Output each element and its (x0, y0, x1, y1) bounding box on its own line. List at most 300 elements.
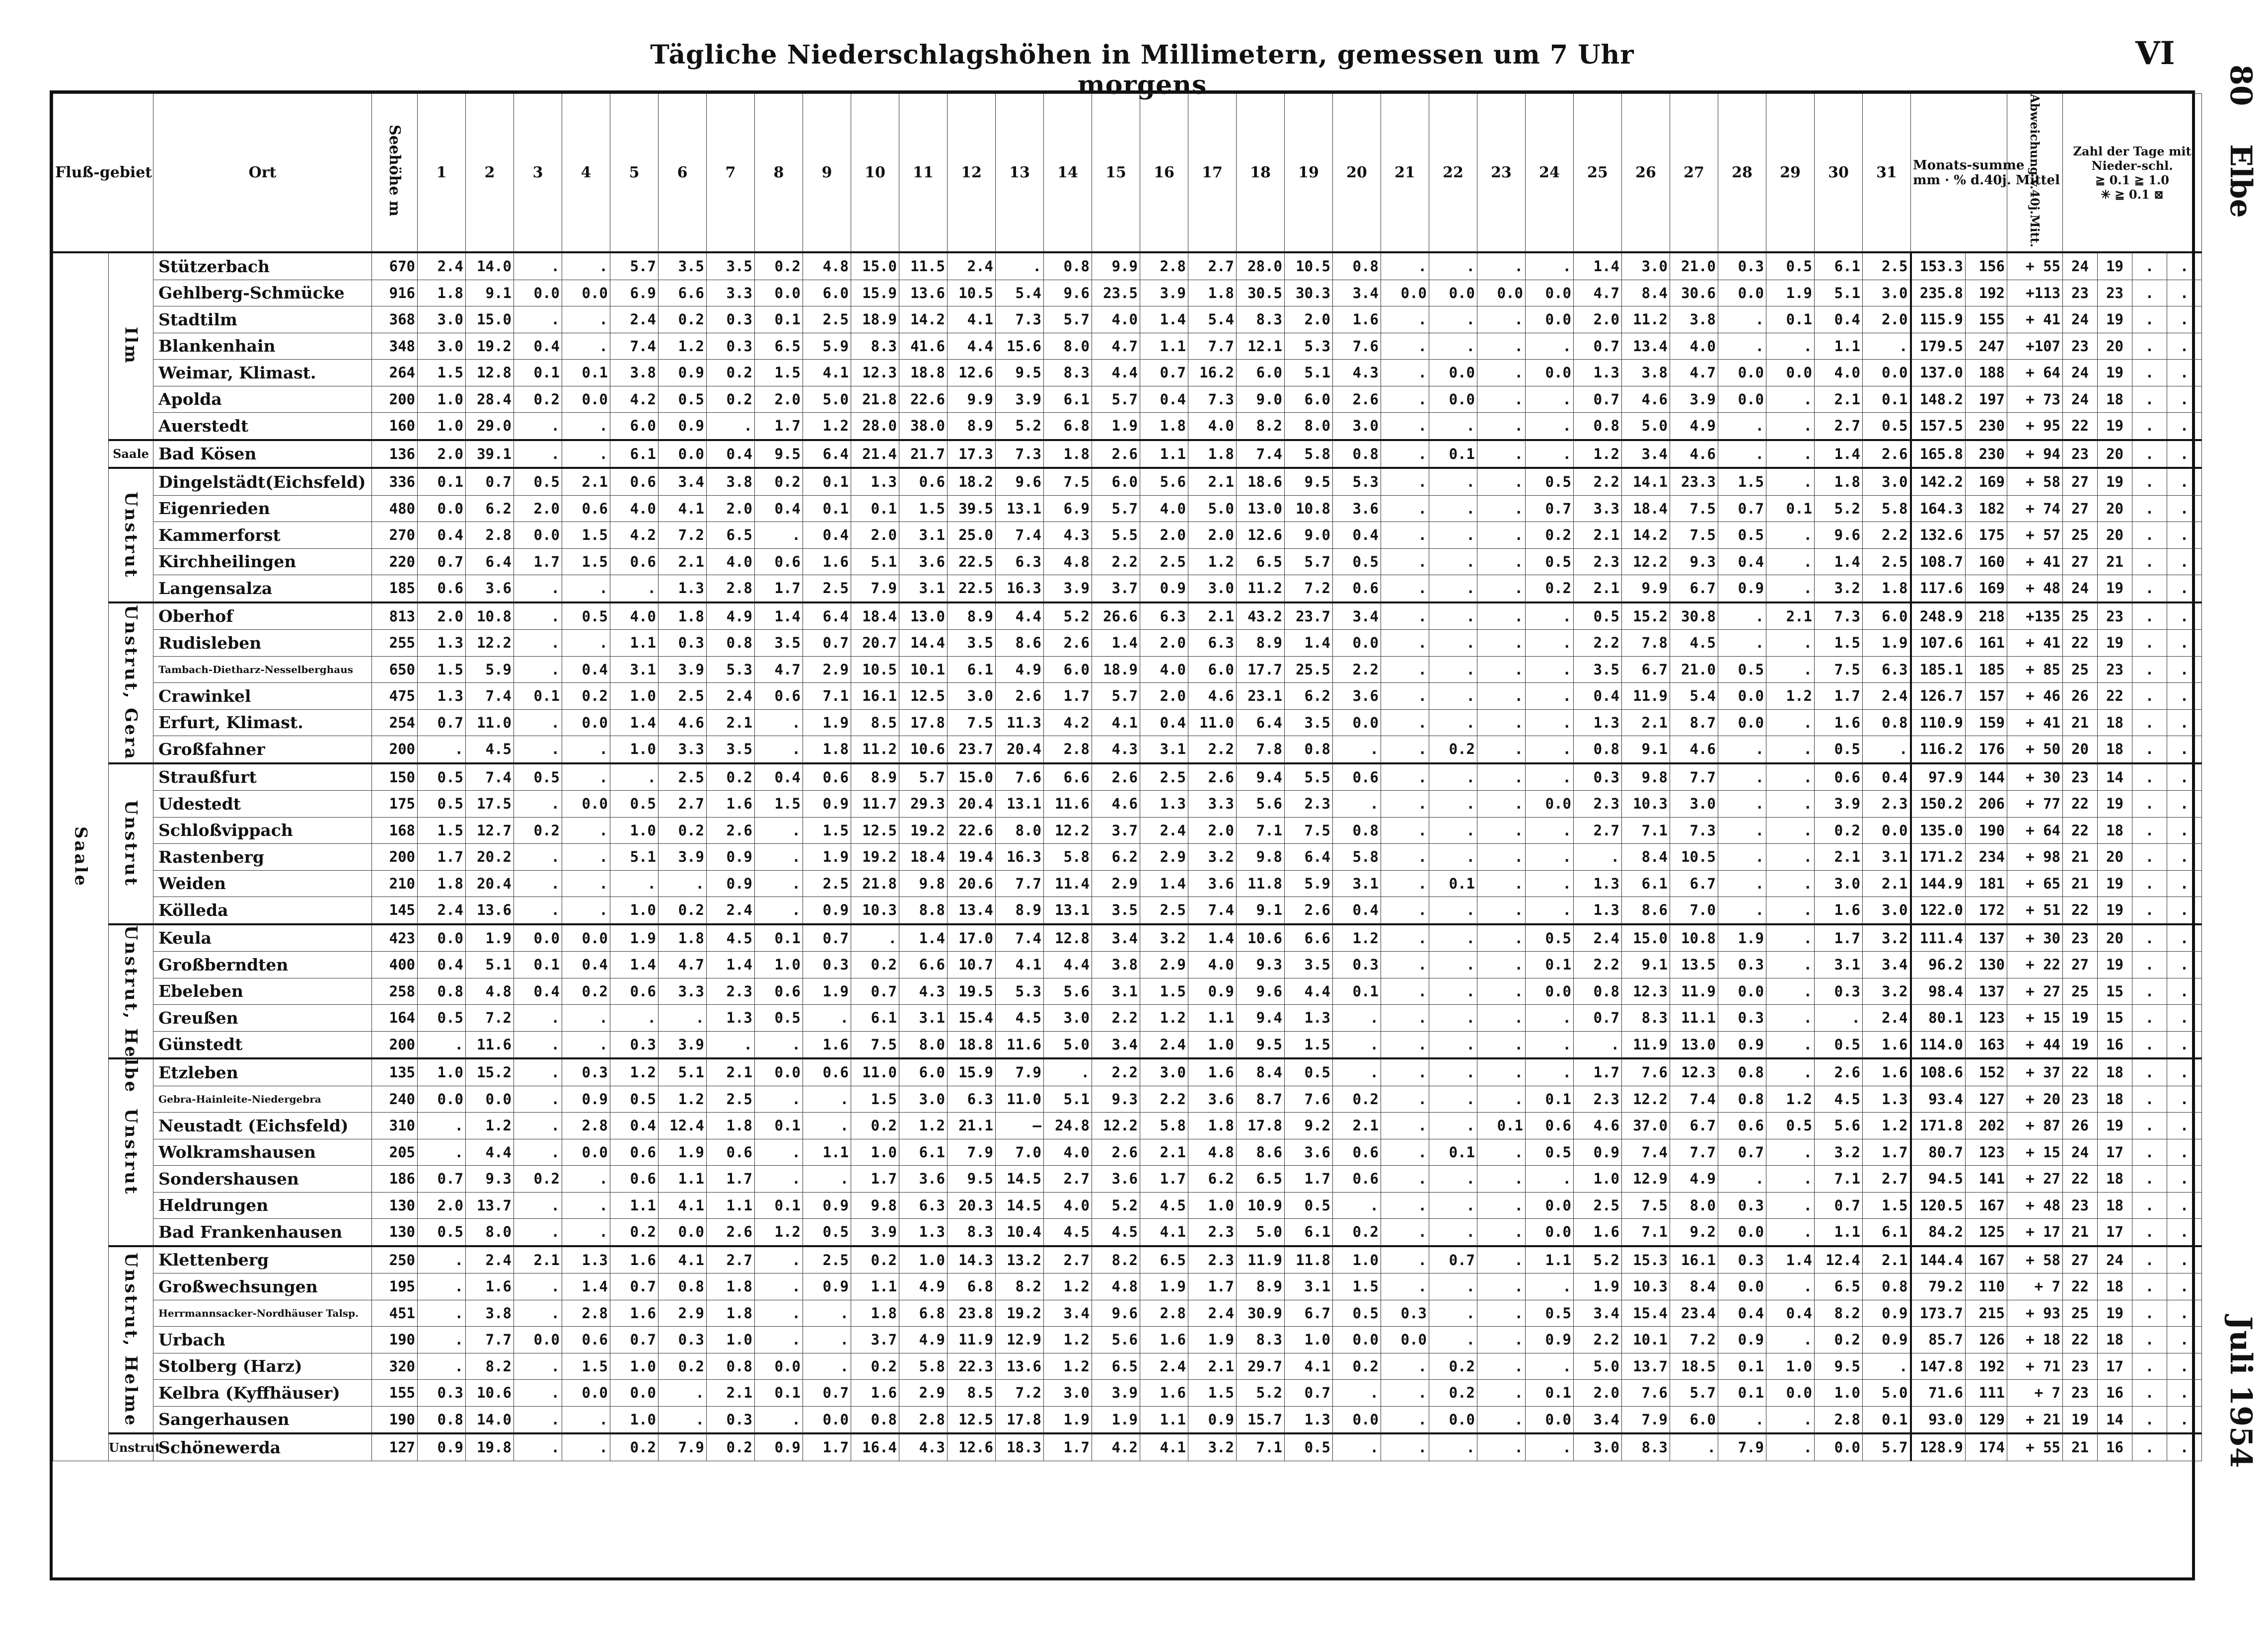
daily-value: 2.2 (1140, 1086, 1188, 1113)
daily-value: 23.5 (1092, 280, 1140, 306)
deviation: + 50 (2007, 736, 2063, 763)
days-ge-0-1: 27 (2063, 1246, 2098, 1273)
daily-value: 1.6 (1815, 897, 1863, 924)
daily-value: 2.5 (1140, 897, 1188, 924)
daily-value: 10.5 (948, 280, 996, 306)
thunder-days: . (2167, 252, 2202, 280)
daily-value: 3.8 (707, 468, 755, 495)
daily-value: 14.2 (899, 306, 948, 333)
daily-value: 5.0 (1237, 1219, 1285, 1246)
snow-days: . (2132, 817, 2167, 844)
daily-value: 8.2 (1815, 1300, 1863, 1327)
daily-value: 1.9 (803, 978, 851, 1005)
table-row (53, 1246, 2202, 1273)
days-ge-1-0: 19 (2098, 870, 2132, 897)
daily-value: . (418, 1246, 466, 1273)
monthly-sum-mm: 157.5 (1911, 413, 1966, 440)
daily-value: 3.6 (899, 548, 948, 575)
daily-value: 6.0 (1188, 656, 1237, 683)
daily-value: 1.3 (1863, 1086, 1911, 1113)
daily-value: . (1333, 1058, 1381, 1086)
daily-value: . (1526, 844, 1574, 871)
daily-value: 4.6 (1670, 440, 1718, 468)
daily-value: 0.2 (1815, 1327, 1863, 1353)
daily-value: 4.9 (1670, 413, 1718, 440)
daily-value: 0.6 (755, 978, 803, 1005)
daily-value: . (1766, 440, 1815, 468)
daily-value: 7.4 (1237, 440, 1285, 468)
daily-value: 5.7 (610, 252, 658, 280)
monthly-sum-mm: 142.2 (1911, 468, 1966, 495)
days-ge-1-0: 24 (2098, 1246, 2132, 1273)
daily-value: . (1381, 522, 1429, 549)
daily-value: 2.1 (707, 1058, 755, 1086)
daily-value: 3.2 (1140, 924, 1188, 952)
header-day: 23 (1477, 94, 1526, 253)
daily-value: . (562, 1166, 610, 1193)
days-ge-1-0: 20 (2098, 924, 2132, 952)
daily-value: . (1477, 1246, 1526, 1273)
monthly-percent: 175 (1966, 522, 2007, 549)
daily-value: . (1429, 791, 1477, 818)
daily-value: . (1381, 952, 1429, 978)
daily-value: 6.3 (899, 1192, 948, 1219)
daily-value: 1.5 (562, 522, 610, 549)
side-date-label: Juli 1954 (2223, 1316, 2258, 1468)
daily-value: . (562, 1406, 610, 1433)
daily-value: 8.3 (1622, 1433, 1670, 1461)
daily-value: 4.0 (1092, 306, 1140, 333)
daily-value: 18.4 (1622, 495, 1670, 522)
daily-value: 2.4 (1140, 1353, 1188, 1380)
daily-value: 7.4 (996, 924, 1044, 952)
daily-value: 9.3 (1670, 548, 1718, 575)
daily-value: 2.6 (996, 683, 1044, 710)
daily-value: 1.0 (418, 386, 466, 413)
table-row (53, 280, 2202, 306)
daily-value: 0.8 (1285, 736, 1333, 763)
daily-value: . (1381, 978, 1429, 1005)
daily-value: 13.2 (996, 1246, 1044, 1273)
station-elevation: 254 (372, 709, 418, 736)
daily-value: . (755, 817, 803, 844)
daily-value: 0.1 (1526, 952, 1574, 978)
daily-value: 4.0 (1044, 1139, 1092, 1166)
daily-value: 7.5 (1670, 522, 1718, 549)
daily-value: . (1718, 306, 1766, 333)
header-day: 29 (1766, 94, 1815, 253)
station-name: Kirchheilingen (153, 548, 372, 575)
station-name: Greußen (153, 1005, 372, 1032)
daily-value: 1.7 (1044, 1433, 1092, 1461)
daily-value: 7.9 (658, 1433, 707, 1461)
daily-value: 0.0 (562, 386, 610, 413)
daily-value: 18.9 (1092, 656, 1140, 683)
header-day: 14 (1044, 94, 1092, 253)
daily-value: . (1526, 1005, 1574, 1032)
daily-value: 10.8 (466, 602, 514, 630)
daily-value: 0.4 (562, 656, 610, 683)
station-elevation: 250 (372, 1246, 418, 1273)
table-row (53, 924, 2202, 952)
daily-value: 0.8 (1718, 1058, 1766, 1086)
daily-value: 15.0 (948, 763, 996, 791)
daily-value: 0.4 (514, 333, 562, 360)
daily-value: 1.9 (658, 1139, 707, 1166)
daily-value: 6.7 (1285, 1300, 1333, 1327)
daily-value: 0.7 (610, 1327, 658, 1353)
table-row (53, 817, 2202, 844)
daily-value: 16.4 (851, 1433, 899, 1461)
daily-value: . (1381, 924, 1429, 952)
daily-value: 0.1 (803, 468, 851, 495)
daily-value: 4.4 (1044, 952, 1092, 978)
daily-value: 8.2 (996, 1273, 1044, 1300)
daily-value: 14.1 (1622, 468, 1670, 495)
daily-value: 0.0 (755, 1353, 803, 1380)
daily-value: 5.1 (1285, 360, 1333, 386)
daily-value: 1.1 (1140, 333, 1188, 360)
daily-value: 6.5 (1237, 1166, 1285, 1193)
daily-value: 1.6 (466, 1273, 514, 1300)
daily-value: . (755, 1327, 803, 1353)
daily-value: 0.5 (610, 1086, 658, 1113)
daily-value: 1.5 (755, 360, 803, 386)
daily-value: 8.0 (899, 1031, 948, 1058)
daily-value: 1.2 (1863, 1113, 1911, 1139)
deviation: + 27 (2007, 1166, 2063, 1193)
daily-value: . (1381, 602, 1429, 630)
daily-value: 2.3 (707, 978, 755, 1005)
daily-value: 2.4 (1574, 924, 1622, 952)
daily-value: 0.1 (1863, 386, 1911, 413)
daily-value: 5.1 (610, 844, 658, 871)
daily-value: 7.5 (851, 1031, 899, 1058)
days-ge-0-1: 24 (2063, 360, 2098, 386)
daily-value: 20.6 (948, 870, 996, 897)
daily-value: 7.5 (1622, 1192, 1670, 1219)
daily-value: 0.8 (418, 1406, 466, 1433)
daily-value: 1.1 (1140, 1406, 1188, 1433)
daily-value: 15.0 (851, 252, 899, 280)
table-row (53, 602, 2202, 630)
thunder-days: . (2167, 791, 2202, 818)
days-ge-1-0: 23 (2098, 280, 2132, 306)
daily-value: . (1429, 656, 1477, 683)
daily-value: 0.4 (1815, 306, 1863, 333)
daily-value: . (1526, 1353, 1574, 1380)
daily-value: . (514, 1300, 562, 1327)
snow-days: . (2132, 1433, 2167, 1461)
daily-value: 0.4 (610, 1113, 658, 1139)
daily-value: 8.2 (1237, 413, 1285, 440)
daily-value: 1.3 (1574, 870, 1622, 897)
deviation: + 85 (2007, 656, 2063, 683)
daily-value: 3.6 (1285, 1139, 1333, 1166)
daily-value: 0.7 (1815, 1192, 1863, 1219)
daily-value: 4.7 (1670, 360, 1718, 386)
daily-value: 0.2 (658, 1353, 707, 1380)
daily-value: 5.0 (1863, 1380, 1911, 1407)
daily-value: 3.9 (658, 844, 707, 871)
daily-value: . (1381, 1433, 1429, 1461)
daily-value: . (562, 897, 610, 924)
daily-value: 0.5 (1718, 522, 1766, 549)
daily-value: 3.0 (1188, 575, 1237, 602)
daily-value: 2.7 (1815, 413, 1863, 440)
daily-value: . (1477, 1406, 1526, 1433)
daily-value: 0.2 (755, 252, 803, 280)
daily-value: . (1718, 630, 1766, 657)
daily-value: 0.9 (707, 844, 755, 871)
daily-value: 3.0 (948, 683, 996, 710)
daily-value: 4.1 (996, 952, 1044, 978)
daily-value: . (1766, 1433, 1815, 1461)
daily-value: 7.2 (1670, 1327, 1718, 1353)
daily-value: 30.9 (1237, 1300, 1285, 1327)
station-name: Kammerforst (153, 522, 372, 549)
deviation: + 65 (2007, 870, 2063, 897)
deviation: + 55 (2007, 1433, 2063, 1461)
side-page-number: 80 (2223, 65, 2258, 106)
daily-value: 2.2 (1092, 1005, 1140, 1032)
daily-value: . (1477, 1058, 1526, 1086)
daily-value: 0.3 (1333, 952, 1381, 978)
daily-value: 2.0 (418, 1192, 466, 1219)
daily-value: 11.0 (996, 1086, 1044, 1113)
daily-value: 0.4 (514, 978, 562, 1005)
deviation: + 44 (2007, 1031, 2063, 1058)
daily-value: 3.0 (1863, 468, 1911, 495)
daily-value: 0.7 (851, 978, 899, 1005)
daily-value: 1.2 (899, 1113, 948, 1139)
daily-value: 8.5 (851, 709, 899, 736)
daily-value: 13.4 (948, 897, 996, 924)
daily-value: 1.9 (1188, 1327, 1237, 1353)
daily-value: 1.3 (562, 1246, 610, 1273)
daily-value: 0.8 (1044, 252, 1092, 280)
snow-days: . (2132, 736, 2167, 763)
daily-value: 1.9 (1718, 924, 1766, 952)
snow-days: . (2132, 386, 2167, 413)
days-ge-1-0: 19 (2098, 306, 2132, 333)
daily-value: 0.8 (1574, 413, 1622, 440)
daily-value: 0.0 (418, 1086, 466, 1113)
deviation: +113 (2007, 280, 2063, 306)
daily-value: 5.3 (1285, 333, 1333, 360)
table-row (53, 413, 2202, 440)
thunder-days: . (2167, 495, 2202, 522)
table-row (53, 1086, 2202, 1113)
daily-value: 0.3 (1574, 763, 1622, 791)
daily-value: 9.0 (1285, 522, 1333, 549)
daily-value: 0.5 (803, 1219, 851, 1246)
deviation: + 74 (2007, 495, 2063, 522)
daily-value: 0.5 (1285, 1433, 1333, 1461)
daily-value: . (1477, 252, 1526, 280)
daily-value: 1.6 (803, 1031, 851, 1058)
daily-value: 39.1 (466, 440, 514, 468)
daily-value: 2.3 (1285, 791, 1333, 818)
daily-value: . (1429, 522, 1477, 549)
daily-value: 0.2 (1429, 736, 1477, 763)
monthly-percent: 161 (1966, 630, 2007, 657)
station-name: Weiden (153, 870, 372, 897)
daily-value: 0.4 (755, 495, 803, 522)
daily-value: 2.4 (948, 252, 996, 280)
daily-value: 4.7 (1574, 280, 1622, 306)
daily-value: 2.2 (1574, 468, 1622, 495)
daily-value: 5.2 (1092, 1192, 1140, 1219)
daily-value: 3.5 (707, 736, 755, 763)
daily-value: 0.9 (1718, 1031, 1766, 1058)
monthly-sum-mm: 165.8 (1911, 440, 1966, 468)
daily-value: . (1429, 1219, 1477, 1246)
daily-value: 2.8 (1140, 252, 1188, 280)
header-day: 18 (1237, 94, 1285, 253)
daily-value: . (1670, 1433, 1718, 1461)
daily-value: 6.0 (1237, 360, 1285, 386)
daily-value: 7.7 (1188, 333, 1237, 360)
days-ge-0-1: 27 (2063, 468, 2098, 495)
daily-value: . (658, 1406, 707, 1433)
daily-value: 12.9 (1622, 1166, 1670, 1193)
daily-value: 0.0 (658, 1219, 707, 1246)
daily-value: . (1477, 1139, 1526, 1166)
daily-value: . (1526, 763, 1574, 791)
daily-value: 4.5 (1092, 1219, 1140, 1246)
daily-value: . (1429, 817, 1477, 844)
daily-value: 8.3 (851, 333, 899, 360)
daily-value: 4.9 (707, 602, 755, 630)
daily-value: 2.9 (1140, 952, 1188, 978)
daily-value: 10.6 (899, 736, 948, 763)
days-ge-1-0: 19 (2098, 1113, 2132, 1139)
monthly-sum-mm: 135.0 (1911, 817, 1966, 844)
daily-value: . (1429, 575, 1477, 602)
daily-value: 0.3 (562, 1058, 610, 1086)
daily-value: . (1381, 1406, 1429, 1433)
daily-value: 2.1 (1188, 602, 1237, 630)
monthly-percent: 169 (1966, 575, 2007, 602)
header-day: 15 (1092, 94, 1140, 253)
station-elevation: 240 (372, 1086, 418, 1113)
days-ge-1-0: 14 (2098, 763, 2132, 791)
daily-value: 0.4 (418, 522, 466, 549)
daily-value: 1.8 (1188, 1113, 1237, 1139)
daily-value: 8.2 (1092, 1246, 1140, 1273)
daily-value: 3.2 (1815, 1139, 1863, 1166)
daily-value: . (514, 413, 562, 440)
daily-value: 1.8 (803, 736, 851, 763)
daily-value: 2.6 (1285, 897, 1333, 924)
daily-value: 6.7 (1670, 870, 1718, 897)
daily-value: 0.2 (514, 386, 562, 413)
daily-value: 0.9 (803, 897, 851, 924)
daily-value: 0.4 (707, 440, 755, 468)
daily-value: 13.7 (466, 1192, 514, 1219)
daily-value: 4.5 (996, 1005, 1044, 1032)
daily-value: 4.2 (610, 522, 658, 549)
daily-value: 1.0 (610, 683, 658, 710)
daily-value: . (1429, 468, 1477, 495)
daily-value: 0.2 (707, 386, 755, 413)
thunder-days: . (2167, 1353, 2202, 1380)
daily-value: . (562, 630, 610, 657)
daily-value: . (1477, 791, 1526, 818)
days-ge-1-0: 23 (2098, 602, 2132, 630)
station-name: Etzleben (153, 1058, 372, 1086)
daily-value: 3.1 (899, 522, 948, 549)
snow-days: . (2132, 1327, 2167, 1353)
daily-value: . (1477, 1005, 1526, 1032)
daily-value: 1.0 (418, 1058, 466, 1086)
daily-value: 15.0 (466, 306, 514, 333)
header-day: 13 (996, 94, 1044, 253)
daily-value: 3.1 (1092, 978, 1140, 1005)
daily-value: 5.8 (1285, 440, 1333, 468)
daily-value: 9.8 (1237, 844, 1285, 871)
daily-value: 0.1 (1863, 1406, 1911, 1433)
monthly-sum-mm: 137.0 (1911, 360, 1966, 386)
daily-value: 2.1 (1863, 1246, 1911, 1273)
snow-days: . (2132, 1166, 2167, 1193)
days-ge-1-0: 18 (2098, 817, 2132, 844)
days-ge-0-1: 26 (2063, 1113, 2098, 1139)
daily-value: . (610, 870, 658, 897)
daily-value: 16.3 (996, 575, 1044, 602)
daily-value: 9.4 (1237, 1005, 1285, 1032)
daily-value: 18.4 (851, 602, 899, 630)
deviation: +107 (2007, 333, 2063, 360)
daily-value: 1.7 (514, 548, 562, 575)
days-ge-0-1: 23 (2063, 1380, 2098, 1407)
daily-value: . (1381, 736, 1429, 763)
daily-value: 11.9 (1670, 978, 1718, 1005)
days-ge-0-1: 21 (2063, 1433, 2098, 1461)
daily-value: 0.2 (1526, 575, 1574, 602)
header-day: 16 (1140, 94, 1188, 253)
daily-value: 3.3 (658, 736, 707, 763)
daily-value: 6.0 (1285, 386, 1333, 413)
daily-value: . (1477, 763, 1526, 791)
daily-value: 4.0 (1815, 360, 1863, 386)
daily-value: 0.0 (755, 1058, 803, 1086)
monthly-sum-mm: 179.5 (1911, 333, 1966, 360)
daily-value: 0.0 (1429, 1406, 1477, 1433)
daily-value: 7.7 (1670, 1139, 1718, 1166)
daily-value: . (1381, 897, 1429, 924)
daily-value: 7.7 (1670, 763, 1718, 791)
daily-value: 2.1 (1574, 522, 1622, 549)
daily-value: 1.1 (658, 1166, 707, 1193)
sub-basin-label: Unstrut (109, 763, 153, 924)
daily-value: . (562, 736, 610, 763)
daily-value: 2.8 (466, 522, 514, 549)
daily-value: 0.9 (658, 360, 707, 386)
daily-value: 5.2 (1574, 1246, 1622, 1273)
daily-value: . (755, 1166, 803, 1193)
daily-value: 1.0 (1188, 1192, 1237, 1219)
header-day: 19 (1285, 94, 1333, 253)
daily-value: 17.0 (948, 924, 996, 952)
daily-value: 1.6 (1863, 1058, 1911, 1086)
header-day: 20 (1333, 94, 1381, 253)
monthly-percent: 159 (1966, 709, 2007, 736)
daily-value: 0.5 (1285, 1058, 1333, 1086)
daily-value: 3.1 (610, 656, 658, 683)
daily-value: . (1477, 1219, 1526, 1246)
